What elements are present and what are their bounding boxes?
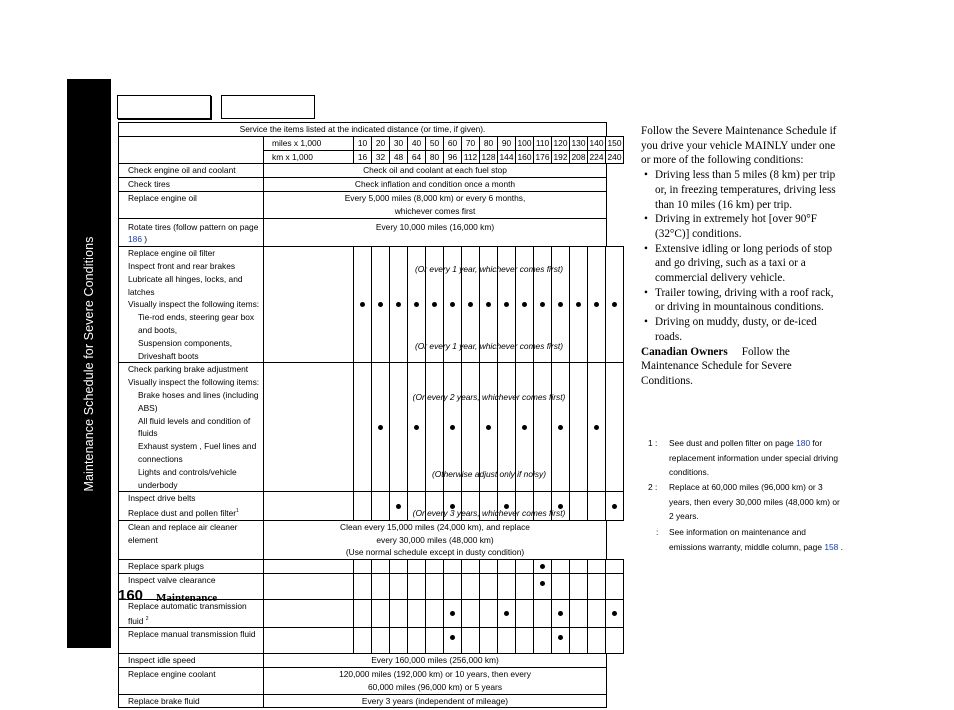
item-name: Check tires [119,178,264,192]
item-name: Inspect idle speed [119,654,264,668]
item-group-2: Check parking brake adjustment Visually inspect the following items: Brake hoses and lines (including ABS) All fluid levels and condition of fluids Exhaust system , Fuel lines and connections Lights and controls/vehicle underbody [119,363,264,492]
table-row [119,628,624,654]
item-name: Check engine oil and coolant [119,164,264,178]
service-dot [534,560,552,574]
service-dot [588,363,606,492]
miles-cell: 100 [516,136,534,150]
list-item: • Driving less than 5 miles (8 km) per trip or, in freezing temperatures, driving less than 10 miles (16 km) per trip. [641,168,841,212]
header-note: Service the items listed at the indicated distance (or time, if given). [119,123,607,137]
table-row [119,560,624,574]
table-row [119,694,624,708]
footnote-3: : See information on maintenance and emissions warranty, middle column, page 158 . [656,527,843,552]
table-row [119,178,624,192]
group2-note: (Or every 1 year, whichever comes first) [415,341,563,351]
km-cell: 144 [498,150,516,164]
interval-text: Clean every 15,000 miles (24,000 km), and replace every 30,000 miles (48,000 km) (Use normal schedule except in dusty condition) [264,520,607,559]
group1-note: (Or every 1 year, whichever comes first) [415,264,563,274]
service-dot [444,628,462,654]
miles-cell: 50 [426,136,444,150]
service-dot [552,363,570,492]
item-name: Replace spark plugs [119,560,264,574]
item-group-3: Inspect drive belts Replace dust and pollen filter$^1$ [119,492,264,520]
intro-text: Follow the Severe Maintenance Schedule if you drive your vehicle MAINLY under one or more of the following conditions: [641,125,837,167]
service-dot [444,599,462,627]
item-name: Inspect valve clearance [119,573,264,599]
km-cell: 128 [480,150,498,164]
km-cell: 160 [516,150,534,164]
conditions-list [641,168,841,344]
miles-cell: 90 [498,136,516,150]
list-item: • Driving in extremely hot [over 90°F (32°C)] conditions. [641,212,841,241]
page-number: 160 [118,587,144,604]
interval-text: Every 5,000 miles (8,000 km) or every 6 months, whichever comes first [264,191,607,218]
miles-cell: 80 [480,136,498,150]
interval-text: Every 10,000 miles (16,000 km) [264,218,607,247]
page-section-label: Maintenance [156,592,218,604]
service-dot [408,363,426,492]
header-box-right [221,95,315,119]
interval-text: Every 3 years (independent of mileage) [264,694,607,708]
footnote-1: 1 : See dust and pollen filter on page 180 for replacement information under special driving conditions. [648,438,838,478]
valve-note: (Otherwise adjust only if noisy) [431,469,547,479]
km-cell: 48 [390,150,408,164]
service-dot [570,247,588,363]
list-item: • Trailer towing, driving with a roof rack, or driving in mountainous conditions. [641,286,841,315]
service-dot [606,599,624,627]
km-cell: 16 [354,150,372,164]
footnote-2: 2 : Replace at 60,000 miles (96,000 km) or 3 years, then every 30,000 miles (48,000 km) or 2 years. [648,482,840,522]
interval-text: Check inflation and condition once a month [264,178,607,192]
miles-cell: 70 [462,136,480,150]
item-name: Rotate tires (follow pattern on page 186 ) [119,218,264,247]
list-item: • Driving on muddy, dusty, or de-iced roads. [641,315,841,344]
service-dot [588,247,606,363]
item-group-1: Replace engine oil filter Inspect front and rear brakes Lubricate all hinges, locks, and latches Visually inspect the following items: Tie-rod ends, steering gear box and boots, Suspension components, Driveshaft boots [119,247,264,363]
table-row [119,654,624,668]
service-dot [390,247,408,363]
table-row [119,520,624,559]
interval-text: Check oil and coolant at each fuel stop [264,164,607,178]
table-row [119,164,624,178]
km-cell: 112 [462,150,480,164]
conditions-column [641,124,841,389]
table-row [119,668,624,695]
page-link-186[interactable]: 186 [128,234,142,245]
page-link-180[interactable]: 180 [796,438,811,448]
service-dot [552,599,570,627]
km-row [119,150,624,164]
maintenance-schedule-table [118,122,624,708]
service-dot [606,247,624,363]
header-box-left [117,95,211,119]
miles-cell: 150 [606,136,624,150]
km-cell: 80 [426,150,444,164]
interval-text: 120,000 miles (192,000 km) or 10 years, then every 60,000 miles (96,000 km) or 5 years [264,668,607,695]
miles-cell: 40 [408,136,426,150]
miles-row [119,136,624,150]
item-name: Clean and replace air cleaner element [119,520,264,559]
miles-cell: 10 [354,136,372,150]
miles-cell: 120 [552,136,570,150]
service-dot [390,492,408,520]
interval-text: Every 160,000 miles (256,000 km) [264,654,607,668]
miles-cell: 20 [372,136,390,150]
item-name: Replace manual transmission fluid [119,628,264,654]
table-header-note-row [119,123,624,137]
service-dot [372,247,390,363]
km-cell: 208 [570,150,588,164]
side-section-title: Maintenance Schedule for Severe Conditions [82,235,96,492]
list-item: • Extensive idling or long periods of stop and go driving, such as a taxi or a commercial delivery vehicle. [641,242,841,286]
mtf-note: (Or every 3 years, whichever comes first) [412,508,566,518]
item-name: Replace engine oil [119,191,264,218]
table-row [119,363,624,492]
miles-cell: 60 [444,136,462,150]
miles-cell: 130 [570,136,588,150]
item-name: Replace engine coolant [119,668,264,695]
table-row [119,218,624,247]
km-cell: 192 [552,150,570,164]
item-name: Replace brake fluid [119,694,264,708]
service-dot [552,628,570,654]
service-dot [498,599,516,627]
km-cell: 64 [408,150,426,164]
km-cell: 176 [534,150,552,164]
item-name: Replace automatic transmission fluid $^2$ [119,599,264,627]
km-label: km x 1,000 [264,150,354,164]
km-cell: 224 [588,150,606,164]
miles-label: miles x 1,000 [264,136,354,150]
table-row [119,191,624,218]
service-dot [354,247,372,363]
miles-cell: 140 [588,136,606,150]
canadian-owners-note: Canadian Owners Follow the Maintenance Schedule for Severe Conditions. [641,345,792,387]
service-dot [534,573,552,599]
km-cell: 96 [444,150,462,164]
miles-cell: 110 [534,136,552,150]
km-cell: 32 [372,150,390,164]
service-dot [372,363,390,492]
group3-note: (Or every 2 years, whichever comes first) [412,392,566,402]
page-link-158[interactable]: 158 [824,541,839,552]
service-dot [606,492,624,520]
miles-cell: 30 [390,136,408,150]
km-cell: 240 [606,150,624,164]
